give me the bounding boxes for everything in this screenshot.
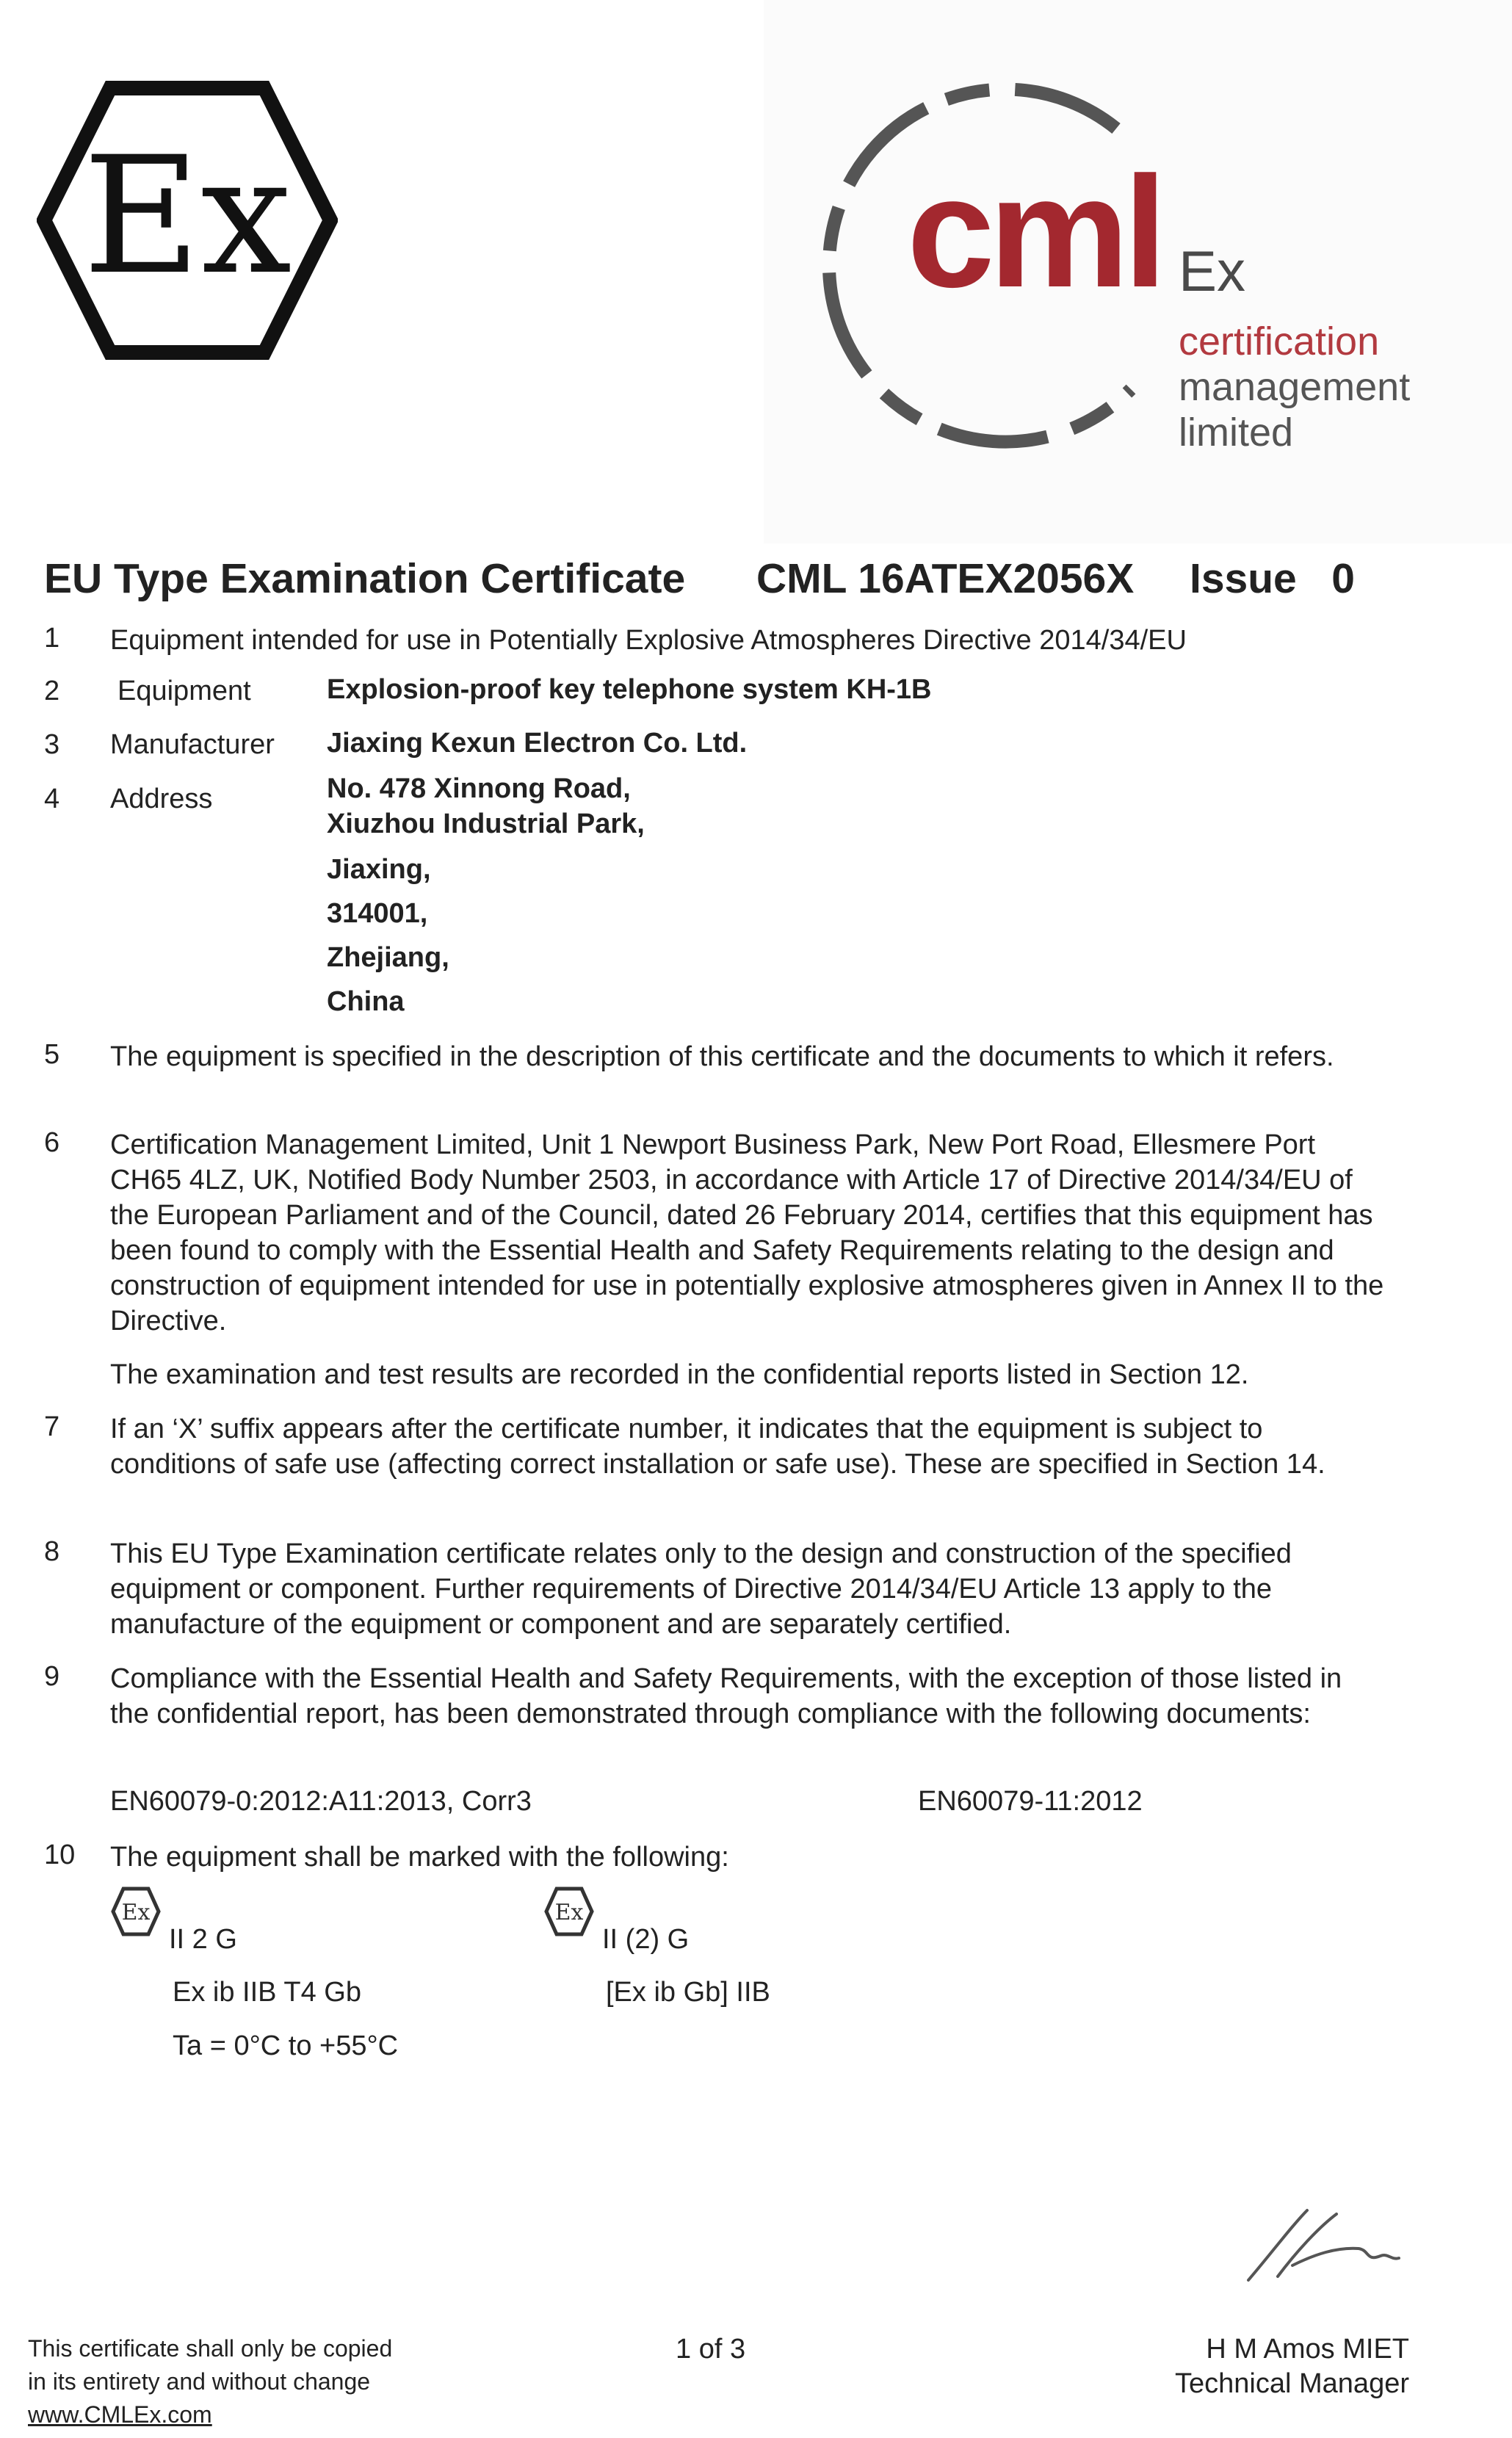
svg-text:Ex: Ex bbox=[554, 1900, 584, 1925]
signatory-role: Technical Manager bbox=[1175, 2368, 1409, 2399]
marking-1-code: Ex ib IIB T4 Gb bbox=[173, 1977, 361, 2008]
address-label: Address bbox=[110, 784, 213, 814]
item-6-text: Certification Management Limited, Unit 1 Newport Business Park, New Port Road, Ellesmere Port CH65 4LZ, UK, Notified Body Number 2503, in accordance with Article 17 of Directive 2014/34/EU of the European Parliament and of the Council, dated 26 February 2014, certifies that this equipment has been found to comply with the Essential Health and Safety Requirements relating to the design and construction of equipment intended for use in potentially explosive atmospheres given in Annex II to the Directive. bbox=[110, 1129, 1384, 1336]
ex-logo-text: Ex bbox=[82, 122, 292, 310]
item-number-2: 2 bbox=[44, 676, 60, 706]
footer-copy-line-2: in its entirety and without change bbox=[28, 2368, 371, 2395]
address-line-6: China bbox=[327, 986, 405, 1017]
signature bbox=[1241, 2203, 1403, 2291]
manufacturer-label: Manufacturer bbox=[110, 729, 275, 760]
marking-2-code: [Ex ib Gb] IIB bbox=[606, 1977, 770, 2008]
manufacturer-value: Jiaxing Kexun Electron Co. Ltd. bbox=[327, 728, 748, 759]
address-line-1: No. 478 Xinnong Road, bbox=[327, 773, 631, 804]
certificate-number: CML 16ATEX2056X bbox=[756, 555, 1135, 602]
cml-logo-word: cml bbox=[907, 143, 1162, 320]
issue-number: 0 bbox=[1331, 555, 1355, 602]
address-line-2: Xiuzhou Industrial Park, bbox=[327, 809, 645, 839]
ex-marking-icon bbox=[110, 1886, 162, 1937]
equipment-value: Explosion-proof key telephone system KH-1B bbox=[327, 674, 932, 705]
standard-document-1: EN60079-0:2012:A11:2013, Corr3 bbox=[110, 1786, 532, 1817]
item-9-text: Compliance with the Essential Health and Safety Requirements, with the exception of those listed in the confidential report, has been demonstrated through compliance with the following documents: bbox=[110, 1663, 1342, 1729]
address-line-5: Zhejiang, bbox=[327, 942, 449, 973]
item-number-5: 5 bbox=[44, 1039, 60, 1070]
ex-marking-icon bbox=[543, 1886, 595, 1937]
item-number-7: 7 bbox=[44, 1411, 60, 1442]
item-1-text: Equipment intended for use in Potentially Explosive Atmospheres Directive 2014/34/EU bbox=[110, 625, 1187, 656]
cml-logo-certification: certification bbox=[1179, 319, 1380, 363]
item-number-4: 4 bbox=[44, 784, 60, 814]
address-line-3: Jiaxing, bbox=[327, 854, 431, 885]
cml-logo-limited: limited bbox=[1179, 410, 1294, 455]
item-number-3: 3 bbox=[44, 729, 60, 760]
certificate-title: EU Type Examination Certificate bbox=[44, 555, 686, 602]
ex-hexagon-logo bbox=[37, 81, 338, 360]
item-number-6: 6 bbox=[44, 1127, 60, 1158]
cml-logo-management: management bbox=[1179, 365, 1411, 409]
marking-1-temperature: Ta = 0°C to +55°C bbox=[173, 2030, 399, 2061]
item-8-text: This EU Type Examination certificate relates only to the design and construction of the specified equipment or component. Further requirements of Directive 2014/34/EU Article 13 apply to the manufacture of the equipment or component and are separately certified. bbox=[110, 1538, 1292, 1640]
item-number-10: 10 bbox=[44, 1840, 76, 1870]
equipment-label: Equipment bbox=[117, 676, 251, 706]
item-number-1: 1 bbox=[44, 623, 60, 654]
address-line-4: 314001, bbox=[327, 898, 428, 929]
marking-1-group: II 2 G bbox=[169, 1924, 237, 1955]
item-number-8: 8 bbox=[44, 1536, 60, 1567]
page-number: 1 of 3 bbox=[676, 2334, 746, 2365]
footer-copy-line-1: This certificate shall only be copied bbox=[28, 2335, 393, 2362]
signatory-name: H M Amos MIET bbox=[1206, 2334, 1409, 2365]
standard-document-2: EN60079-11:2012 bbox=[918, 1786, 1143, 1817]
item-7-text: If an ‘X’ suffix appears after the certificate number, it indicates that the equipment is subject to conditions of safe use (affecting correct installation or safe use). These are specified in Section 14. bbox=[110, 1414, 1325, 1480]
svg-text:Ex: Ex bbox=[121, 1900, 151, 1925]
cml-logo bbox=[764, 0, 1512, 543]
cml-logo-ex: Ex bbox=[1179, 239, 1246, 303]
item-5-text: The equipment is specified in the description of this certificate and the documents to which it refers. bbox=[110, 1041, 1334, 1072]
issue bbox=[1190, 554, 1355, 603]
item-6-text-2: The examination and test results are recorded in the confidential reports listed in Section 12. bbox=[110, 1359, 1249, 1390]
issue-label: Issue bbox=[1190, 555, 1297, 602]
item-10-text: The equipment shall be marked with the following: bbox=[110, 1842, 729, 1873]
website-link[interactable]: www.CMLEx.com bbox=[28, 2401, 212, 2428]
item-number-9: 9 bbox=[44, 1661, 60, 1692]
marking-2-group: II (2) G bbox=[602, 1924, 690, 1955]
